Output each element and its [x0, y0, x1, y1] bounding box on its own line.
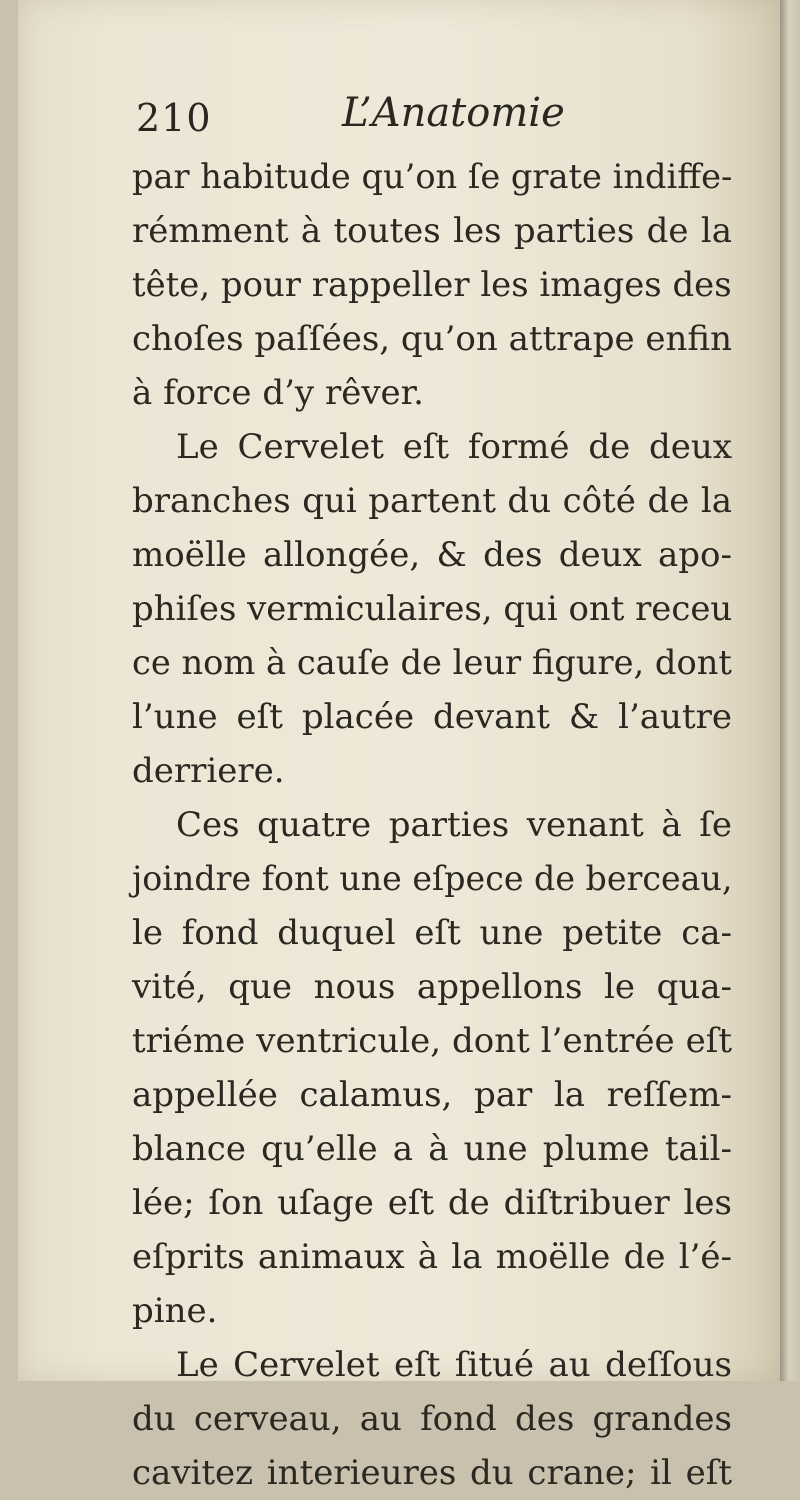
text-line: phiſes vermiculaires, qui ont receu: [132, 589, 733, 629]
text-line: blance qu’elle a à une plume tail-: [132, 1129, 732, 1169]
text-line: moëlle allongée, & des deux apo-: [132, 535, 732, 575]
running-head: [136, 86, 736, 146]
page-edge: [780, 0, 800, 1381]
text-line: pine.: [132, 1291, 218, 1331]
text-line: triéme ventricule, dont l’entrée eſt: [132, 1021, 732, 1061]
text-line: rémment à toutes les parties de la: [132, 211, 732, 251]
page-number: 210: [136, 96, 212, 140]
text-line: l’une eſt placée devant & l’autre: [132, 697, 732, 737]
running-title: L’Anatomie: [342, 90, 565, 136]
text-line: lée; ſon uſage eſt de diſtribuer les: [132, 1183, 732, 1223]
text-line: vité, que nous appellons le qua-: [132, 967, 732, 1007]
text-line: choſes paſſées, qu’on attrape enfin: [132, 319, 732, 359]
text-line: eſprits animaux à la moëlle de l’é-: [132, 1237, 732, 1277]
text-line: du cerveau, au fond des grandes: [132, 1399, 732, 1439]
text-line: derriere.: [132, 751, 285, 791]
paragraph-start-line: Le Cervelet eſt ſitué au deſſous: [176, 1345, 732, 1385]
text-line: par habitude qu’on ſe grate indiffe-: [132, 157, 733, 197]
text-line: tête, pour rappeller les images des: [132, 265, 732, 305]
paragraph-start-line: Le Cervelet eſt formé de deux: [176, 427, 732, 467]
paragraph-start-line: Ces quatre parties venant à ſe: [176, 805, 732, 845]
text-line: branches qui partent du côté de la: [132, 481, 732, 521]
text-line: appellée calamus, par la reſſem-: [132, 1075, 732, 1115]
text-body: [132, 150, 732, 1500]
text-line: le fond duquel eſt une petite ca-: [132, 913, 732, 953]
text-line: cavitez interieures du crane; il eſt: [132, 1453, 732, 1493]
text-line: à force d’y rêver.: [132, 373, 424, 413]
text-line: joindre font une eſpece de berceau,: [132, 859, 733, 899]
text-line: ce nom à cauſe de leur figure, dont: [132, 643, 732, 683]
